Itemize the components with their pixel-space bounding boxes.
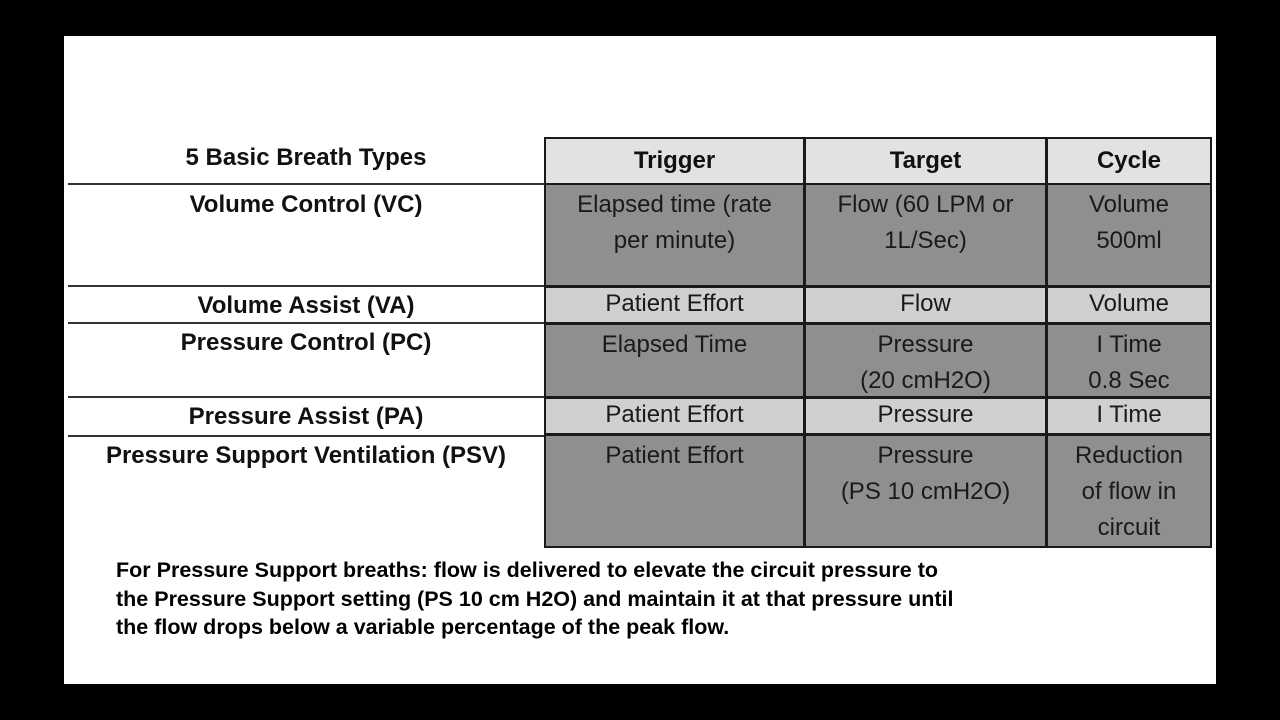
header-target: Target (806, 139, 1045, 183)
pressure-support-note (116, 556, 1206, 642)
cell-vc-target: Flow (60 LPM or 1L/Sec) (806, 185, 1045, 285)
header-divider (68, 183, 544, 185)
cell-pc-target: Pressure (20 cmH2O) (806, 325, 1045, 396)
row-divider-4 (68, 435, 544, 437)
cell-pc-trigger: Elapsed Time (546, 325, 803, 396)
breath-types-grid (544, 137, 1212, 548)
cell-va-trigger: Patient Effort (546, 288, 803, 322)
row-divider-1 (68, 285, 544, 287)
cell-va-cycle: Volume (1048, 288, 1210, 322)
row-divider-3 (68, 396, 544, 398)
cell-vc-cycle: Volume 500ml (1048, 185, 1210, 285)
note-line: the Pressure Support setting (PS 10 cm H2O) and maintain it at that pressure until (116, 586, 954, 611)
header-cycle: Cycle (1048, 139, 1210, 183)
cell-pa-trigger: Patient Effort (546, 399, 803, 433)
row-label-psv: Pressure Support Ventilation (PSV) (105, 442, 507, 469)
row-label-pa: Pressure Assist (PA) (188, 403, 424, 430)
corner-label: 5 Basic Breath Types (185, 144, 427, 171)
row-label-pc: Pressure Control (PC) (180, 329, 432, 356)
note-line: the flow drops below a variable percentage of the peak flow. (116, 615, 730, 639)
row-label-vc: Volume Control (VC) (189, 191, 423, 218)
cell-pa-cycle: I Time (1048, 399, 1210, 433)
cell-psv-trigger: Patient Effort (546, 436, 803, 546)
cell-pa-target: Pressure (806, 399, 1045, 433)
cell-pc-cycle: I Time 0.8 Sec (1048, 325, 1210, 396)
cell-va-target: Flow (806, 288, 1045, 322)
header-trigger: Trigger (546, 139, 803, 183)
cell-psv-target: Pressure (PS 10 cmH2O) (806, 436, 1045, 546)
row-label-va: Volume Assist (VA) (197, 292, 415, 319)
cell-vc-trigger: Elapsed time (rate per minute) (546, 185, 803, 285)
note-line: For Pressure Support breaths: flow is delivered to elevate the circuit pressure to (116, 558, 939, 582)
cell-psv-cycle: Reduction of flow in circuit (1048, 436, 1210, 546)
row-divider-2 (68, 322, 544, 324)
